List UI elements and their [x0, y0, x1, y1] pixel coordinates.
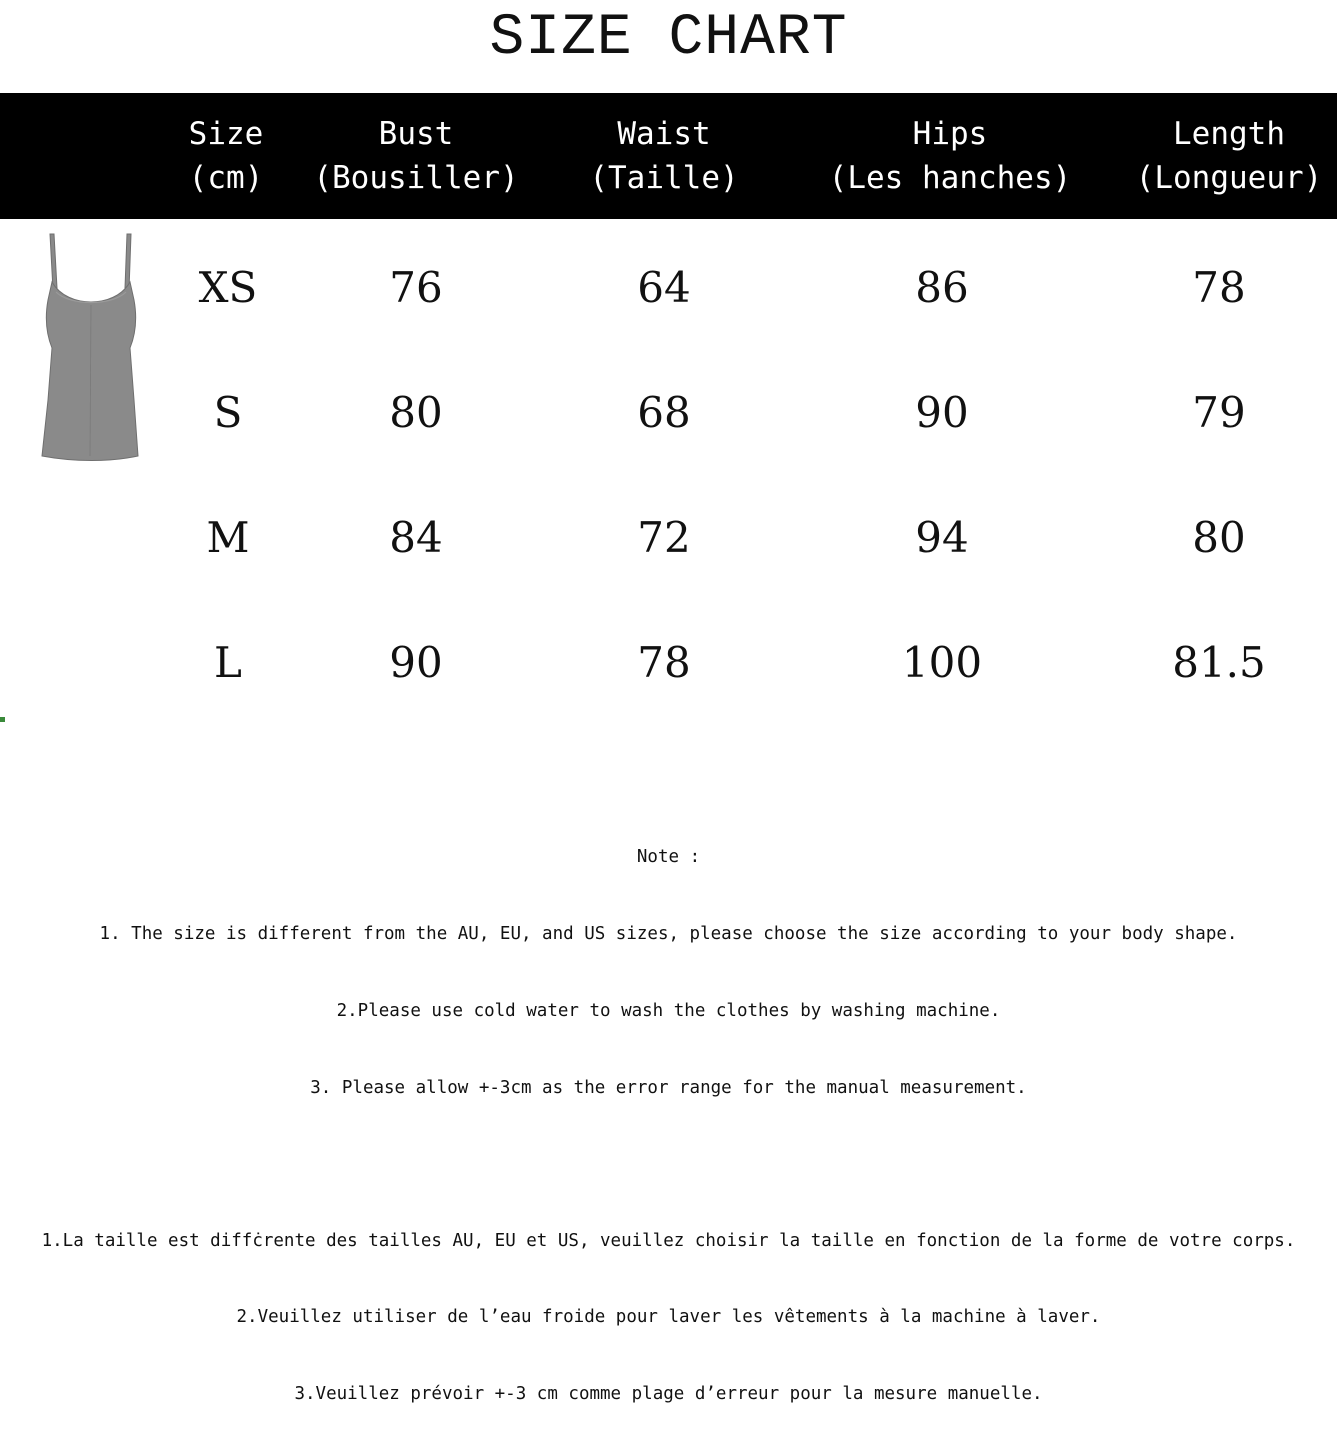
row-xs-waist: 64 — [637, 262, 691, 312]
note-fr-2: 2.Veuillez utiliser de l’eau froide pour laver les vêtements à la machine à laver. — [236, 1307, 1101, 1328]
row-xs-bust: 76 — [389, 262, 443, 312]
row-m-length: 80 — [1192, 512, 1246, 562]
notes — [0, 794, 1337, 1433]
row-xs-size: XS — [198, 262, 258, 312]
row-l-hips: 100 — [901, 637, 983, 687]
header-hips-label: Hips — [912, 116, 988, 152]
note-en-2: 2.Please use cold water to wash the clothes by washing machine. — [336, 1000, 1001, 1021]
row-m-waist: 72 — [637, 512, 691, 562]
header-size-unit: (cm) — [188, 160, 264, 196]
row-s-length: 79 — [1192, 387, 1246, 437]
header-waist-subtitle: (Taille) — [589, 160, 739, 196]
row-s-bust: 80 — [389, 387, 443, 437]
row-s-hips: 90 — [915, 387, 969, 437]
note-en-1: 1. The size is different from the AU, EU, and US sizes, please choose the size according to your body shape. — [99, 923, 1238, 944]
header-length-label: Length — [1173, 116, 1285, 152]
note-heading: Note : — [636, 847, 701, 868]
corner-mark — [0, 717, 5, 722]
header-size-label: Size — [188, 116, 264, 152]
notes-spacer — [0, 1152, 1337, 1177]
row-l-length: 81.5 — [1172, 637, 1266, 687]
row-m-bust: 84 — [389, 512, 443, 562]
note-en-3: 3. Please allow +-3cm as the error range for the manual measurement. — [310, 1077, 1027, 1098]
row-l-bust: 90 — [389, 637, 443, 687]
header-waist — [572, 93, 756, 219]
row-l-waist: 78 — [637, 637, 691, 687]
header-bust-subtitle: (Bousiller) — [313, 160, 519, 196]
note-fr-3: 3.Veuillez prévoir +-3 cm comme plage d’erreur pour la mesure manuelle. — [294, 1384, 1043, 1405]
header-waist-label: Waist — [617, 116, 711, 152]
row-l-size: L — [214, 637, 242, 687]
note-fr-1: 1.La taille est diffċrente des tailles AU, EU et US, veuillez choisir la taille en fonction de la forme de votre corps. — [41, 1230, 1296, 1251]
row-xs-length: 78 — [1192, 262, 1246, 312]
table-header — [0, 93, 1337, 219]
dress-image — [30, 230, 154, 466]
row-xs-hips: 86 — [915, 262, 969, 312]
header-length — [1124, 93, 1334, 219]
row-m-size: M — [206, 512, 250, 562]
row-s-size: S — [213, 387, 243, 437]
header-bust — [313, 93, 519, 219]
header-hips-subtitle: (Les hanches) — [828, 160, 1072, 196]
row-s-waist: 68 — [637, 387, 691, 437]
header-size — [146, 93, 306, 219]
row-m-hips: 94 — [915, 512, 969, 562]
header-hips — [820, 93, 1080, 219]
header-bust-label: Bust — [378, 116, 454, 152]
header-length-subtitle: (Longueur) — [1135, 160, 1323, 196]
page-title: SIZE CHART — [489, 6, 848, 71]
